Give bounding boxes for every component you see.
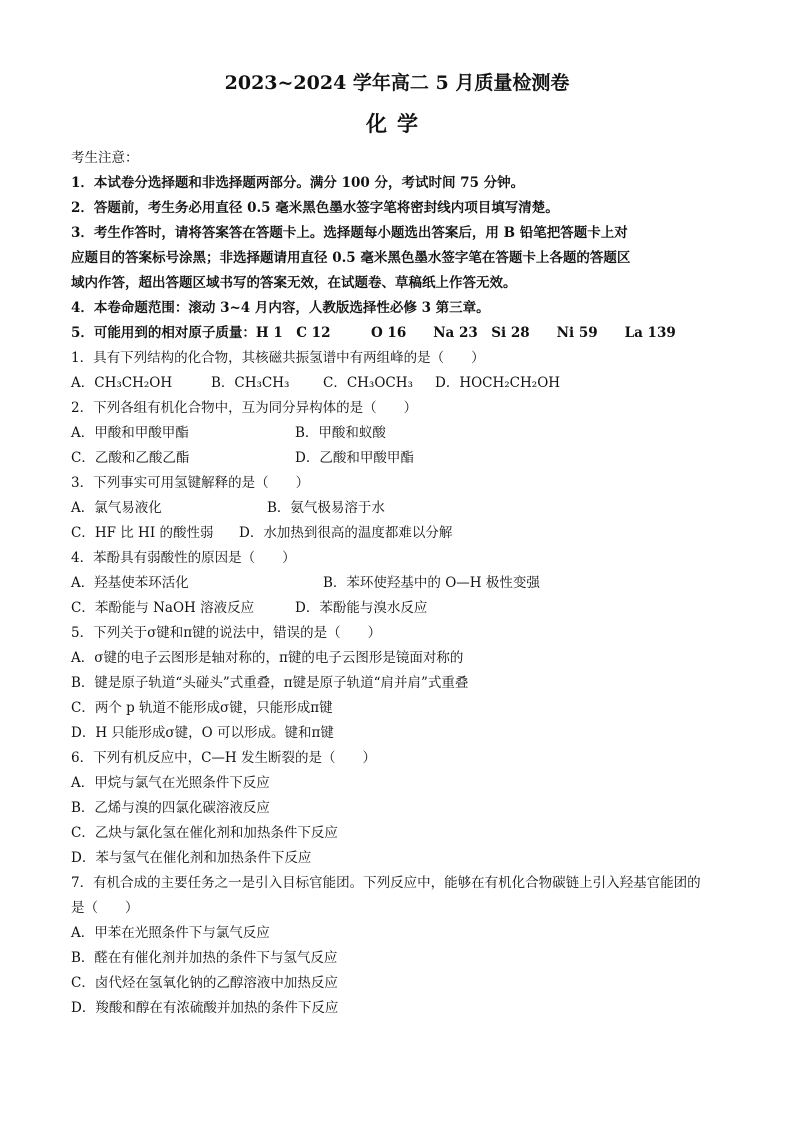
question-3-option-b: B．氨气极易溶于水 xyxy=(267,500,385,516)
question-7-option-d: D．羧酸和醇在有浓硫酸并加热的条件下反应 xyxy=(71,1000,339,1016)
exam-title: 2023~2024 学年高二 5 月质量检测卷 xyxy=(224,72,570,94)
question-1-option-d: D．HOCH₂CH₂OH xyxy=(435,375,561,391)
question-1-option-a: A．CH₃CH₂OH xyxy=(71,375,173,391)
question-4-option-c: C．苯酚能与 NaOH 溶液反应 xyxy=(71,600,255,616)
question-4-option-a: A．羟基使苯环活化 xyxy=(71,575,189,591)
question-4-options-cd xyxy=(71,596,727,621)
question-2-option-d: D．乙酸和甲酸甲酯 xyxy=(295,450,414,466)
question-2-option-a: A．甲酸和甲酸甲酯 xyxy=(71,425,189,441)
notice-item-1: 1．本试卷分选择题和非选择题两部分。满分 100 分，考试时间 75 分钟。 xyxy=(71,175,525,191)
question-7-stem: 7．有机合成的主要任务之一是引入目标官能团。下列反应中，能够在有机化合物碳链上引入羟基官能团的 xyxy=(71,875,701,891)
question-4-stem: 4．苯酚具有弱酸性的原因是（ ） xyxy=(71,550,296,566)
notice-label: 考生注意： xyxy=(71,150,139,166)
question-6-option-b: B．乙烯与溴的四氯化碳溶液反应 xyxy=(71,800,270,816)
question-7-option-c: C．卤代烃在氢氧化钠的乙醇溶液中加热反应 xyxy=(71,975,338,991)
question-5-option-b: B．键是原子轨道“头碰头”式重叠，π键是原子轨道“肩并肩”式重叠 xyxy=(71,675,469,691)
question-6-option-a: A．甲烷与氯气在光照条件下反应 xyxy=(71,775,270,791)
question-5-option-c: C．两个 p 轨道不能形成σ键，只能形成π键 xyxy=(71,700,333,716)
question-3-options-cd xyxy=(71,521,727,546)
question-6-stem: 6．下列有机反应中，C—H 发生断裂的是（ ） xyxy=(71,750,376,766)
question-7-stem-cont: 是（ ） xyxy=(71,900,139,916)
question-2-option-b: B．甲酸和蚁酸 xyxy=(295,425,386,441)
question-3-options-ab xyxy=(71,496,727,521)
exam-content xyxy=(71,146,727,1021)
question-2-stem: 2．下列各组有机化合物中，互为同分异构体的是（ ） xyxy=(71,400,418,416)
question-4-option-b: B．苯环使羟基中的 O—H 极性变强 xyxy=(323,575,540,591)
question-3-option-a: A．氯气易液化 xyxy=(71,500,162,516)
notice-item-3-cont2: 域内作答，超出答题区域书写的答案无效，在试题卷、草稿纸上作答无效。 xyxy=(71,275,517,291)
question-1-options xyxy=(71,371,727,396)
notice-item-5: 5．可能用到的相对原子质量：H 1 C 12 O 16 Na 23 Si 28 Ni 59 La 139 xyxy=(71,325,676,341)
question-4-option-d: D．苯酚能与溴水反应 xyxy=(295,600,428,616)
question-2-option-c: C．乙酸和乙酸乙酯 xyxy=(71,450,190,466)
question-2-options-ab xyxy=(71,421,727,446)
question-3-option-c: C．HF 比 HI 的酸性弱 xyxy=(71,525,214,541)
question-3-stem: 3．下列事实可用氢键解释的是（ ） xyxy=(71,475,310,491)
question-7-option-b: B．醛在有催化剂并加热的条件下与氢气反应 xyxy=(71,950,338,966)
question-6-option-d: D．苯与氢气在催化剂和加热条件下反应 xyxy=(71,850,312,866)
question-1-option-c: C．CH₃OCH₃ xyxy=(323,375,413,391)
notice-item-3: 3．考生作答时，请将答案答在答题卡上。选择题每小题选出答案后，用 B 铅笔把答题卡上对 xyxy=(71,225,628,241)
question-4-options-ab xyxy=(71,571,727,596)
notice-item-4: 4．本卷命题范围：滚动 3~4 月内容，人教版选择性必修 3 第三章。 xyxy=(71,300,490,316)
notice-item-2: 2．答题前，考生务必用直径 0.5 毫米黑色墨水签字笔将密封线内项目填写清楚。 xyxy=(71,200,559,216)
question-5-option-d: D．H 只能形成σ键，O 可以形成。键和π键 xyxy=(71,725,334,741)
question-3-option-d: D．水加热到很高的温度都难以分解 xyxy=(239,525,453,541)
question-1-stem: 1．具有下列结构的化合物，其核磁共振氢谱中有两组峰的是（ ） xyxy=(71,350,485,366)
notice-item-3-cont: 应题目的答案标号涂黑；非选择题请用直径 0.5 毫米黑色墨水签字笔在答题卡上各题的答题区 xyxy=(71,250,631,266)
question-5-stem: 5．下列关于σ键和π键的说法中，错误的是（ ） xyxy=(71,625,382,641)
question-5-option-a: A．σ键的电子云图形是轴对称的，π键的电子云图形是镜面对称的 xyxy=(71,650,464,666)
question-2-options-cd xyxy=(71,446,727,471)
question-7-option-a: A．甲苯在光照条件下与氯气反应 xyxy=(71,925,270,941)
question-1-option-b: B．CH₃CH₃ xyxy=(211,375,290,391)
question-6-option-c: C．乙炔与氯化氢在催化剂和加热条件下反应 xyxy=(71,825,338,841)
exam-subject: 化学 xyxy=(366,111,428,136)
